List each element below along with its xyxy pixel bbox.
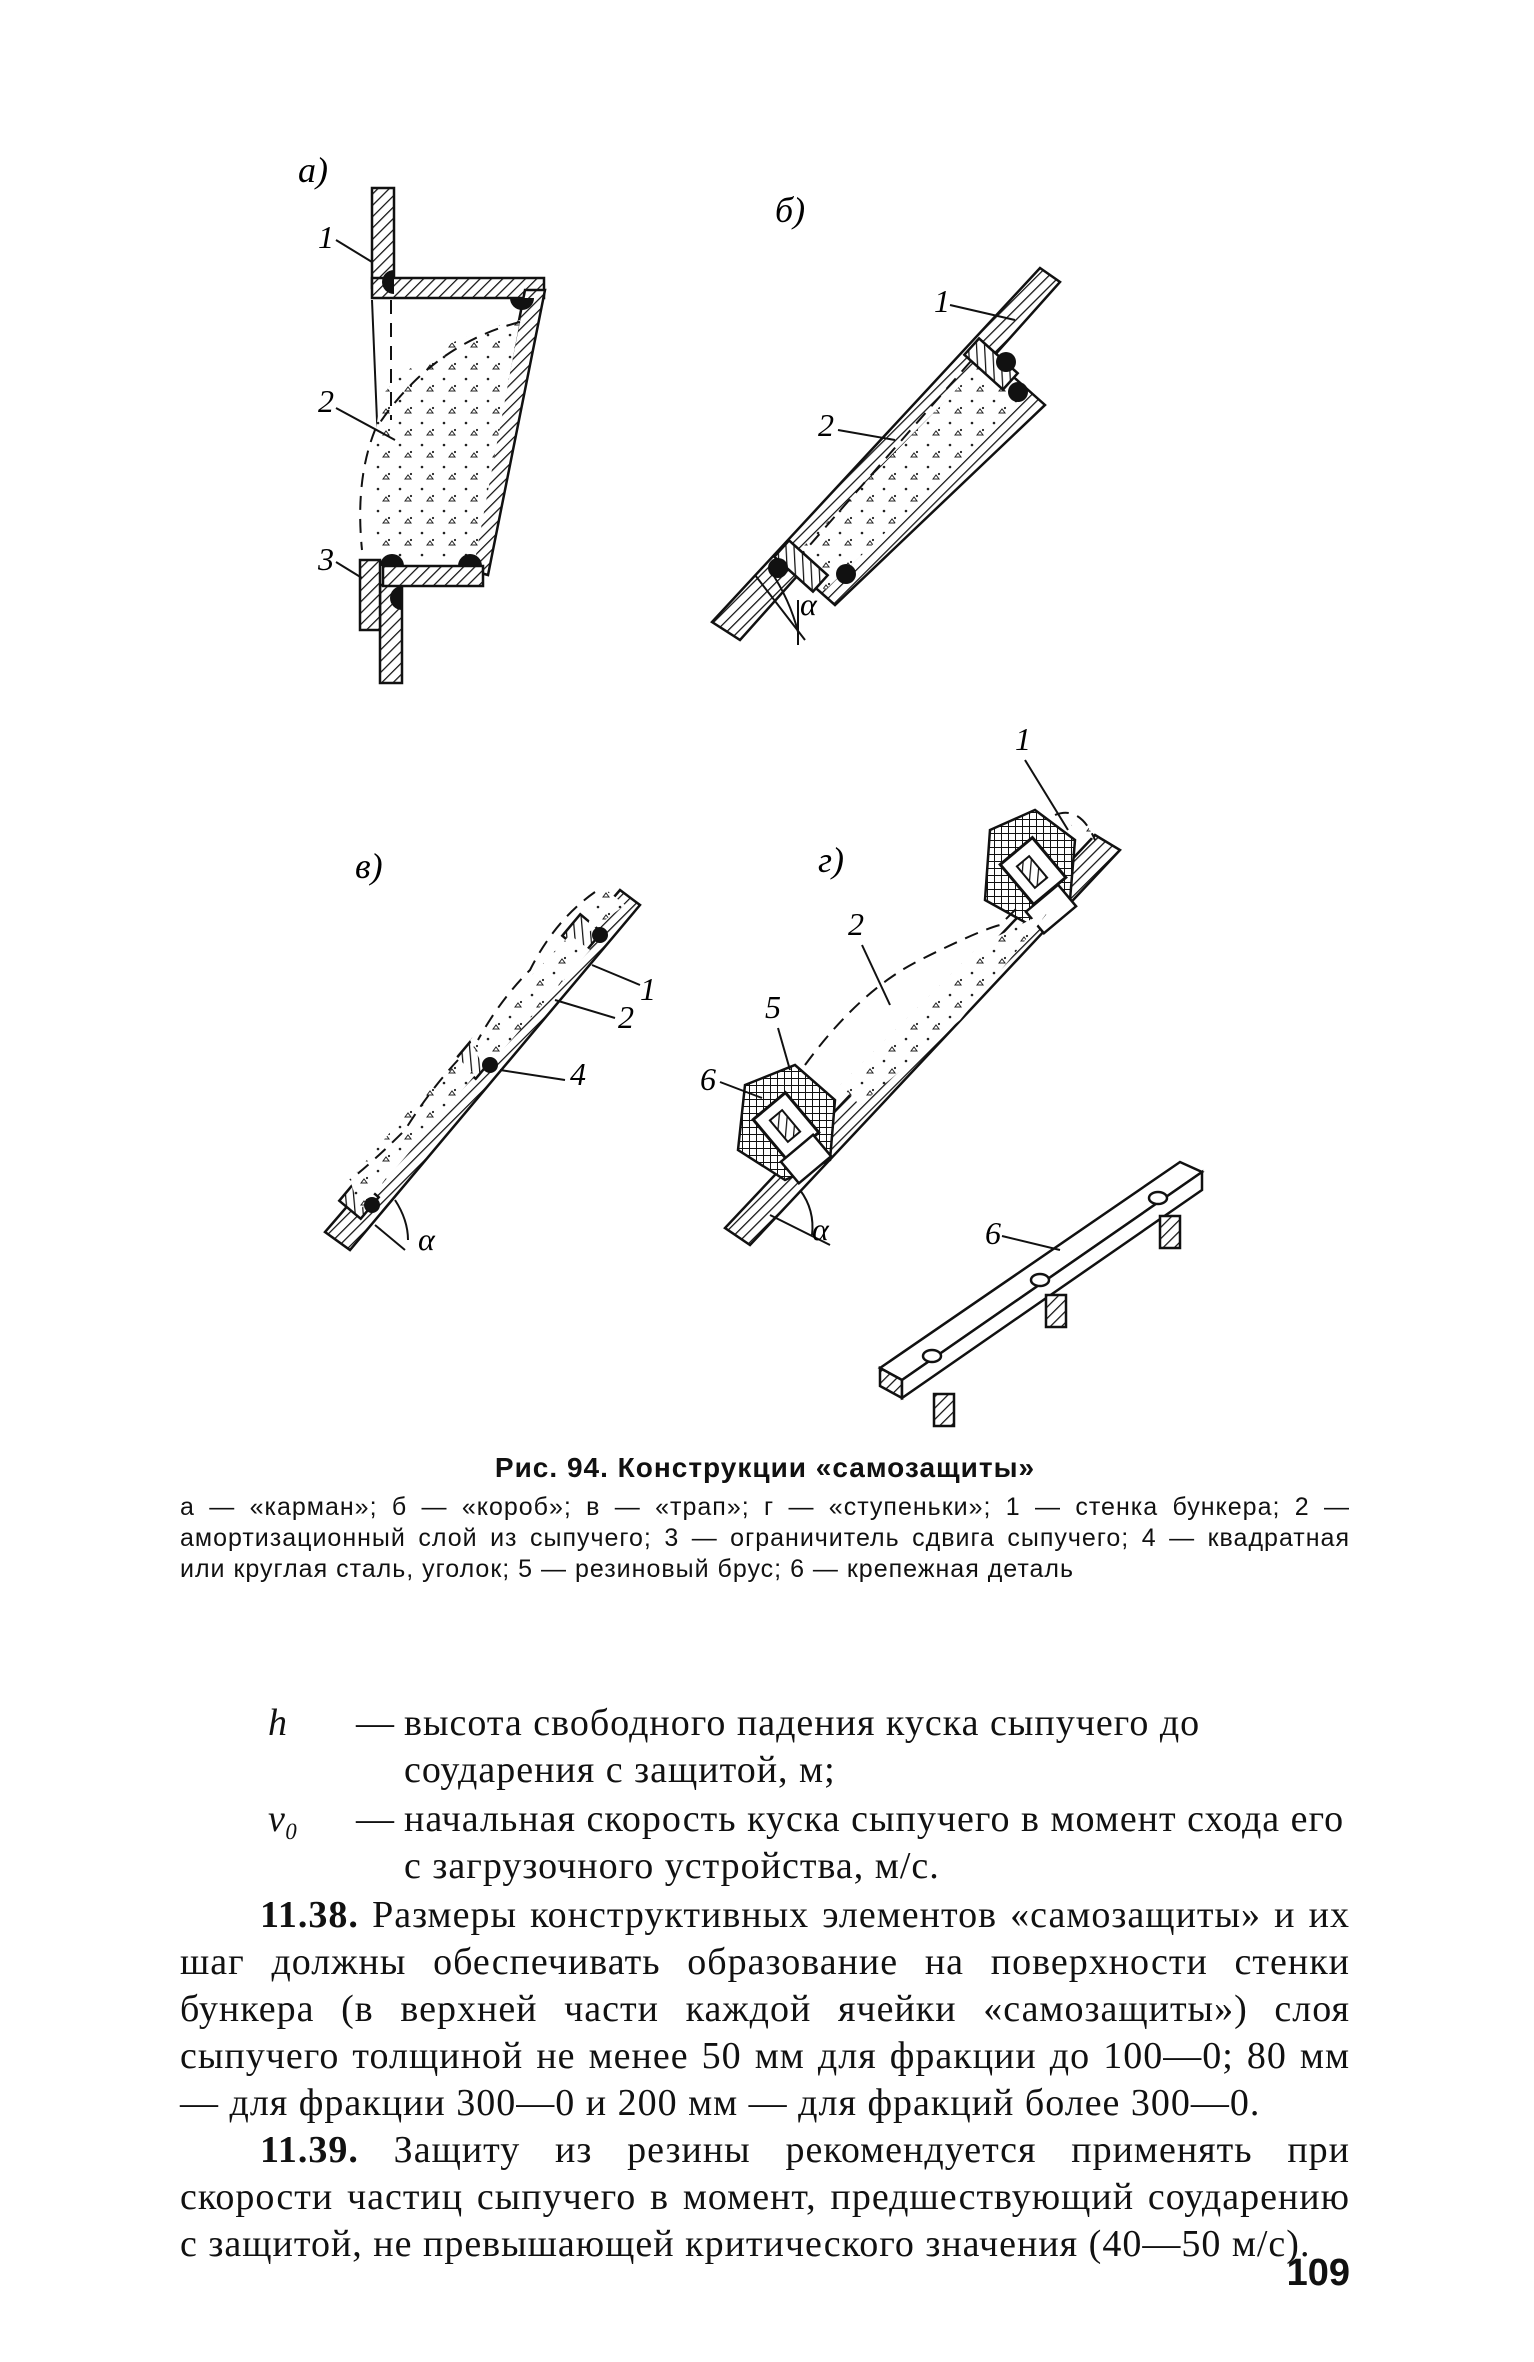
caption-title: Рис. 94. Конструкции «самозащиты» [494,1452,1036,1483]
fastening-detail-6 [880,1162,1202,1426]
diagram-g [700,721,1120,1247]
svg-text:6: 6 [700,1061,716,1097]
definition-symbol: v₀ [268,1798,299,1840]
paragraph-11-39 [180,2127,1350,2268]
diagram-v [325,846,656,1257]
svg-text:2: 2 [848,906,864,942]
svg-text:3: 3 [318,541,334,577]
svg-text:1: 1 [934,283,950,319]
svg-text:4: 4 [570,1056,586,1092]
label-v: в) [355,846,383,886]
paragraph-number: 11.38. [260,1894,359,1936]
paragraph-text: Защиту из резины рекомендуется применять при скорости частиц сыпучего в момент, предшествующий соударению с защитой, не превышающей критического значения (40—50 м/с). [180,2129,1351,2265]
definition-h: h — высота свободного падения куска сыпучего до соударения с защитой, м; [180,1700,1350,1794]
svg-text:1: 1 [1015,721,1031,757]
label-b: б) [775,190,806,230]
definition-symbol: h [268,1702,287,1744]
paragraph-number: 11.39. [260,2129,359,2171]
svg-text:2: 2 [318,383,334,419]
diagram-a [298,150,545,683]
svg-text:6: 6 [985,1215,1001,1251]
page-number: 109 [1286,2252,1350,2294]
svg-text:1: 1 [318,219,334,255]
svg-text:5: 5 [765,989,781,1025]
body-text [180,1700,1350,2268]
diagram-b [712,190,1060,645]
figure-caption [180,1452,1350,1585]
label-a: а) [298,150,328,190]
definition-v0: v₀ — начальная скорость куска сыпучего в момент схода его с загрузочного устройства, м/с. [180,1796,1350,1890]
svg-text:α: α [812,1211,829,1247]
paragraph-text: Размеры конструктивных элементов «самозащиты» и их шаг должны обеспечивать образование на поверхности стенки бункера (в верхней части каждой ячейки «самозащиты») слоя сыпучего толщиной не менее 50 мм для фракции до 100—0; 80 мм — для фракции 300—0 и 200 мм — для фракций более 300—0. [180,1894,1351,2124]
caption-legend: а — «карман»; б — «короб»; в — «трап»; г — «ступеньки»; 1 — стенка бункера; 2 — амортизационный слой из сыпучего; 3 — ограничитель сдвига сыпучего; 4 — квадратная или круглая сталь, уголок; 5 — резиновый брус; 6 — крепежная деталь [180,1493,1350,1583]
svg-text:α: α [418,1221,435,1257]
svg-text:α: α [800,586,817,622]
svg-text:2: 2 [818,407,834,443]
svg-text:1: 1 [640,971,656,1007]
definition-text: начальная скорость куска сыпучего в момент схода его с загрузочного устройства, м/с. [404,1798,1345,1887]
paragraph-11-38 [180,1892,1350,2127]
svg-text:2: 2 [618,999,634,1035]
definition-text: высота свободного падения куска сыпучего до соударения с защитой, м; [404,1702,1201,1791]
label-g: г) [818,840,845,880]
